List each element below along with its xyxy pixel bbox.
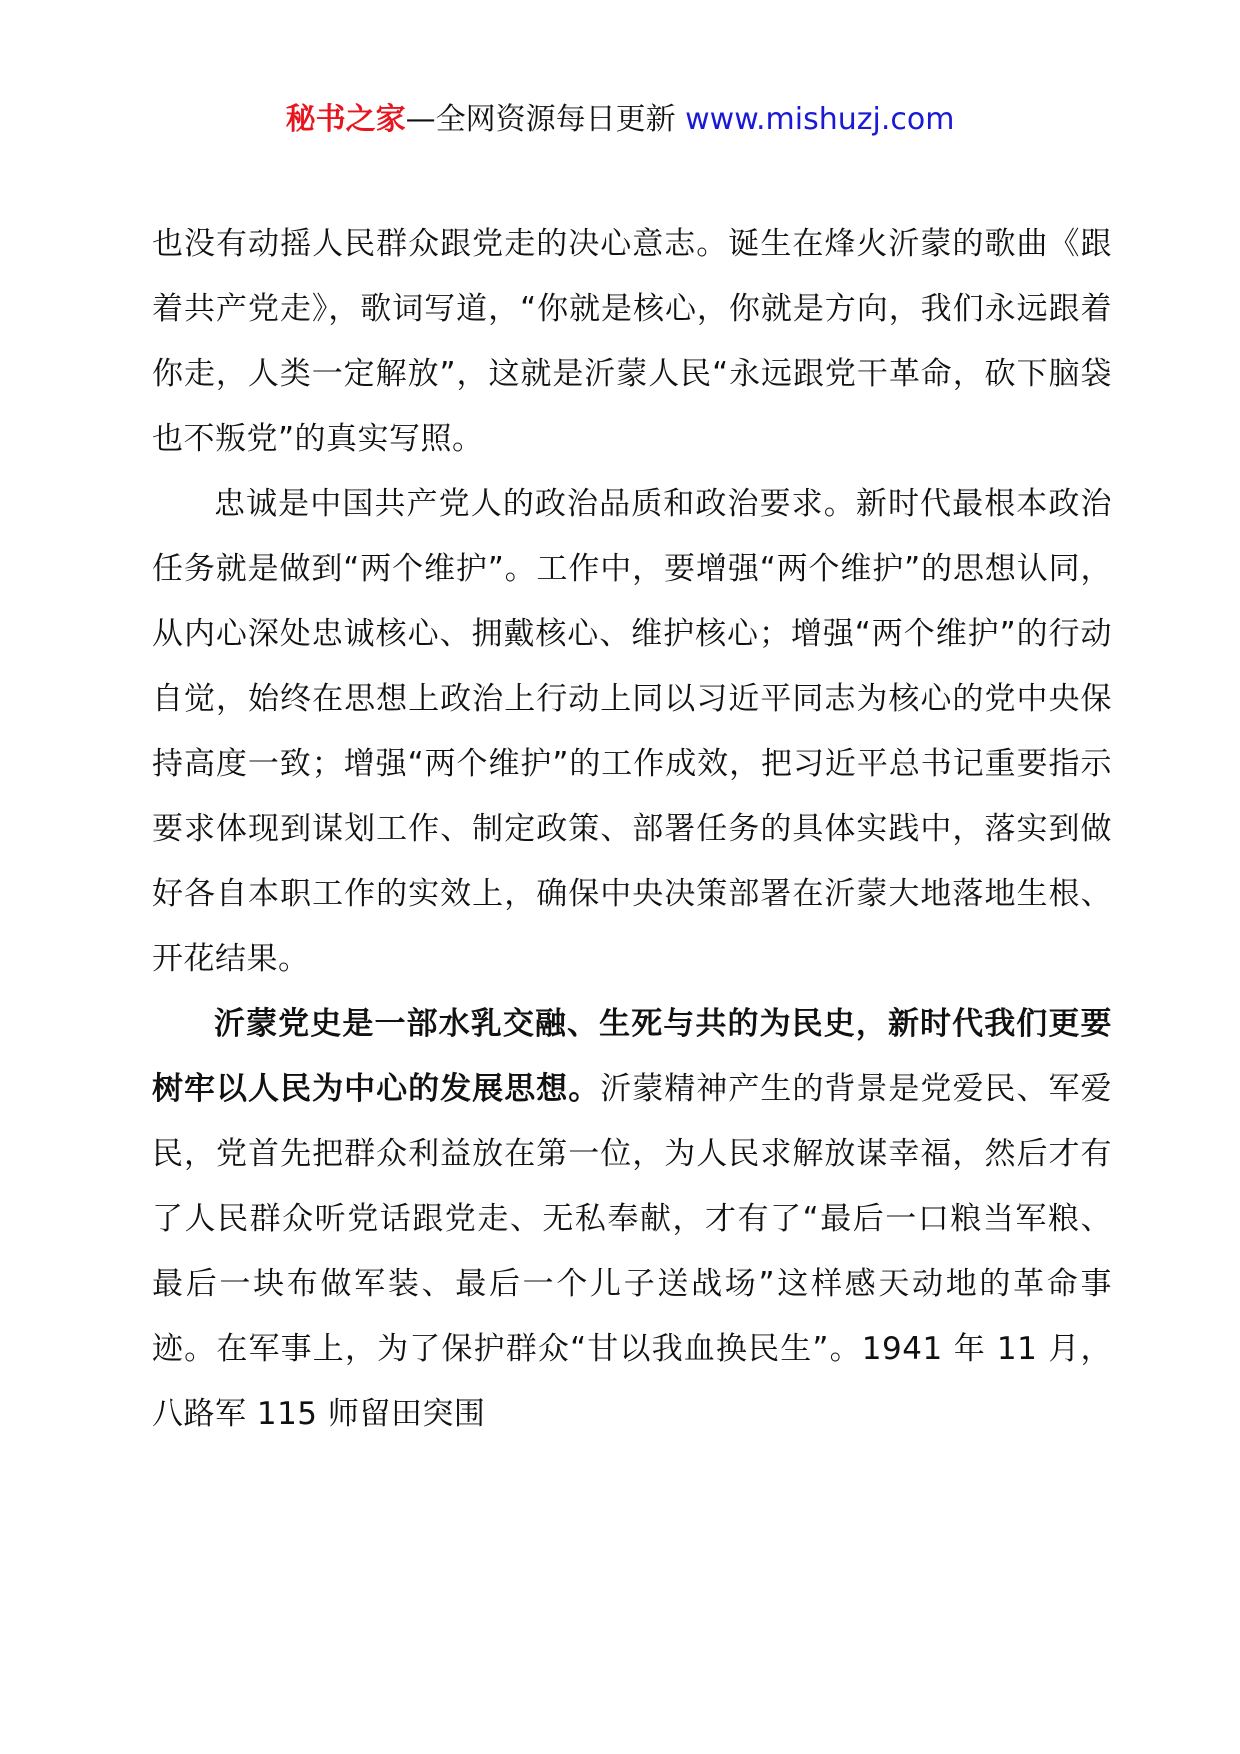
paragraph-1	[152, 212, 1112, 472]
paragraph-3-text: 沂蒙精神产生的背景是党爱民、军爱民，党首先把群众利益放在第一位，为人民求解放谋幸福，然后才有了人民群众听党话跟党走、无私奉献，才有了“最后一口粮当军粮、最后一块布做军装、最后一个儿子送战场”这样感天动地的革命事迹。在军事上，为了保护群众“甘以我血换民生”。1941 年 11 月，八路军 115 师留田突围	[152, 1071, 1113, 1432]
paragraph-3	[152, 992, 1112, 1447]
header-url-link[interactable]: www.mishuzj.com	[685, 102, 955, 137]
site-header	[0, 98, 1240, 142]
paragraph-2	[152, 472, 1112, 992]
document-body	[152, 212, 1112, 1447]
header-brand: 秘书之家	[285, 102, 406, 137]
header-slogan: —全网资源每日更新	[405, 102, 676, 137]
paragraph-1-text: 也没有动摇人民群众跟党走的决心意志。诞生在烽火沂蒙的歌曲《跟着共产党走》，歌词写道，“你就是核心，你就是方向，我们永远跟着你走，人类一定解放”，这就是沂蒙人民“永远跟党干革命，砍下脑袋也不叛党”的真实写照。	[152, 226, 1112, 457]
paragraph-2-text: 忠诚是中国共产党人的政治品质和政治要求。新时代最根本政治任务就是做到“两个维护”。工作中，要增强“两个维护”的思想认同，从内心深处忠诚核心、拥戴核心、维护核心；增强“两个维护”的行动自觉，始终在思想上政治上行动上同以习近平同志为核心的党中央保持高度一致；增强“两个维护”的工作成效，把习近平总书记重要指示要求体现到谋划工作、制定政策、部署任务的具体实践中，落实到做好各自本职工作的实效上，确保中央决策部署在沂蒙大地落地生根、开花结果。	[152, 486, 1112, 977]
paragraph-3-bold-heading: 沂蒙党史是一部水乳交融、生死与共的为民史，新时代我们更要树牢以人民为中心的发展思想。	[152, 1006, 1112, 1107]
